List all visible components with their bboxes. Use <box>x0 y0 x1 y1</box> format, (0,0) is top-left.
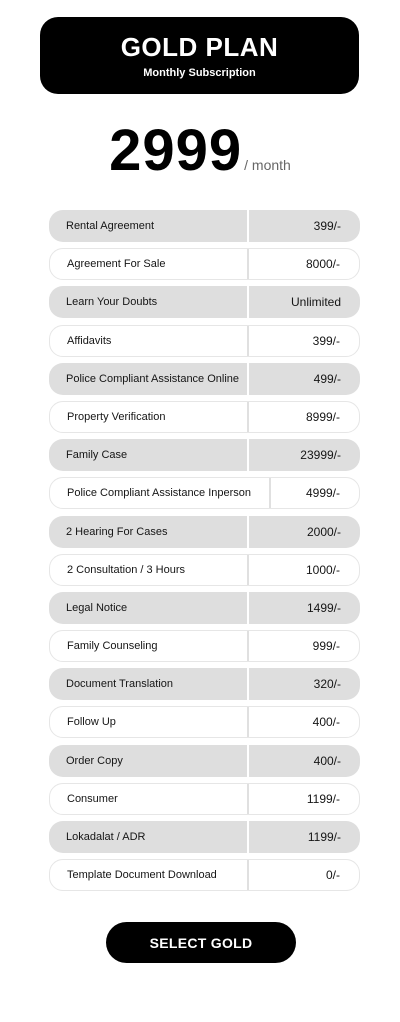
feature-name: Order Copy <box>66 754 123 767</box>
feature-row <box>49 363 360 395</box>
feature-divider <box>247 821 249 853</box>
feature-value: 2000/- <box>306 524 341 539</box>
feature-name: Consumer <box>67 792 118 805</box>
feature-name: Legal Notice <box>66 601 128 614</box>
feature-row <box>49 210 360 242</box>
feature-row <box>49 668 360 700</box>
feature-divider <box>247 631 249 661</box>
feature-divider <box>247 745 249 777</box>
feature-value: 999/- <box>312 639 340 654</box>
feature-value: 1000/- <box>305 562 340 577</box>
feature-value: 8000/- <box>305 257 340 272</box>
price-display <box>0 118 400 184</box>
feature-value: 400/- <box>313 753 341 768</box>
feature-divider <box>247 439 249 471</box>
feature-row <box>49 248 360 280</box>
plan-subtitle: Monthly Subscription <box>143 67 256 79</box>
plan-header <box>40 17 359 94</box>
feature-divider <box>247 860 249 890</box>
feature-row <box>49 859 360 891</box>
feature-name: Document Translation <box>66 678 173 691</box>
feature-divider <box>247 402 249 432</box>
feature-divider <box>247 668 249 700</box>
feature-row <box>49 783 360 815</box>
feature-divider <box>247 555 249 585</box>
price-amount: 2999 <box>109 118 243 183</box>
feature-list <box>49 210 360 897</box>
feature-name: 2 Consultation / 3 Hours <box>67 563 186 576</box>
price-period: / month <box>244 157 291 173</box>
feature-value: 1499/- <box>306 600 341 615</box>
feature-divider <box>247 286 249 318</box>
feature-value: 499/- <box>313 371 341 386</box>
feature-divider <box>269 478 271 508</box>
feature-divider <box>247 592 249 624</box>
feature-row <box>49 516 360 548</box>
feature-row <box>49 821 360 853</box>
feature-row <box>49 477 360 509</box>
feature-divider <box>247 249 249 279</box>
feature-row <box>49 439 360 471</box>
plan-title: GOLD PLAN <box>120 32 279 62</box>
feature-value: 1199/- <box>307 830 341 844</box>
feature-name: Affidavits <box>67 334 112 347</box>
feature-value: 4999/- <box>305 486 340 501</box>
feature-name: Learn Your Doubts <box>66 296 158 309</box>
feature-name: Family Counseling <box>67 640 158 653</box>
feature-name: Property Verification <box>67 410 166 423</box>
feature-row <box>49 401 360 433</box>
feature-row <box>49 592 360 624</box>
feature-value: 1199/- <box>306 791 340 806</box>
feature-row <box>49 630 360 662</box>
feature-value: 0/- <box>325 868 340 883</box>
feature-name: 2 Hearing For Cases <box>66 525 168 538</box>
feature-name: Police Compliant Assistance Online <box>66 372 240 385</box>
feature-row <box>49 554 360 586</box>
feature-value: 320/- <box>313 677 341 692</box>
feature-value: 400/- <box>312 715 340 730</box>
feature-name: Police Compliant Assistance Inperson <box>67 487 252 500</box>
feature-row <box>49 325 360 357</box>
feature-divider <box>247 516 249 548</box>
feature-value: 23999/- <box>300 448 341 463</box>
feature-divider <box>247 363 249 395</box>
feature-name: Rental Agreement <box>66 220 155 232</box>
feature-name: Lokadalat / ADR <box>66 831 146 843</box>
feature-value: 399/- <box>313 219 341 233</box>
feature-divider <box>247 784 249 814</box>
feature-row <box>49 286 360 318</box>
feature-name: Family Case <box>66 449 128 462</box>
feature-row <box>49 745 360 777</box>
feature-name: Follow Up <box>67 716 116 729</box>
feature-value: 8999/- <box>305 409 340 424</box>
feature-divider <box>247 707 249 737</box>
select-gold-button[interactable]: SELECT GOLD <box>106 922 296 963</box>
feature-divider <box>247 326 249 356</box>
feature-row <box>49 706 360 738</box>
feature-divider <box>247 210 249 242</box>
feature-value: Unlimited <box>290 295 341 310</box>
feature-name: Template Document Download <box>67 869 217 882</box>
feature-value: 399/- <box>312 333 340 348</box>
feature-name: Agreement For Sale <box>67 258 166 271</box>
